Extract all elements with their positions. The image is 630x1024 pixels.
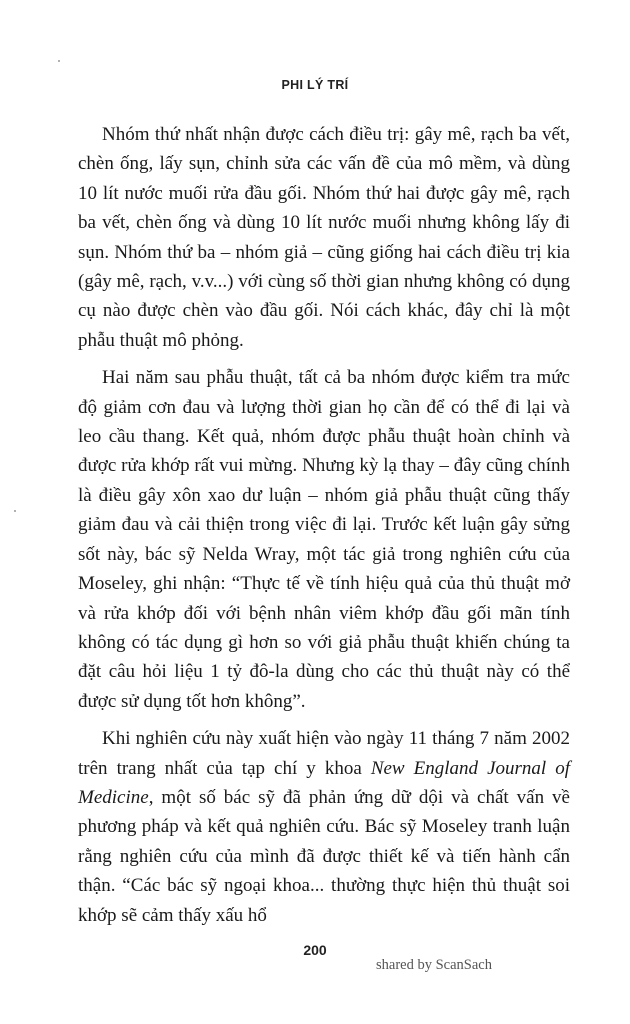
paragraph-3-part-a: Khi nghiên cứu này xuất hiện vào ngày 11 tháng 7 năm 2002 trên trang nhất của tạp chí y khoa bbox=[78, 728, 570, 779]
paragraph-3 bbox=[78, 724, 570, 930]
watermark: shared by ScanSach bbox=[376, 957, 492, 973]
page-number: 200 bbox=[303, 942, 327, 958]
paragraph-1: Nhóm thứ nhất nhận được cách điều trị: gây mê, rạch ba vết, chèn ống, lấy sụn, chỉnh sửa các vấn đề của mô mềm, và dùng 10 lít nước muối rửa đầu gối. Nhóm thứ hai được gây mê, rạch ba vết, chèn ống và dùng 10 lít nước muối nhưng không lấy đi sụn. Nhóm thứ ba – nhóm giả – cũng giống hai cách điều trị kia (gây mê, rạch, v.v...) với cùng số thời gian nhưng không có dụng cụ nào được chèn vào đầu gối. Nói cách khác, đây chỉ là một phẫu thuật mô phỏng. bbox=[78, 124, 570, 351]
paragraph-2: Hai năm sau phẫu thuật, tất cả ba nhóm được kiểm tra mức độ giảm cơn đau và lượng thời gian họ cần để có thể đi lại và leo cầu thang. Kết quả, nhóm được phẫu thuật hoàn chỉnh và được rửa khớp rất vui mừng. Nhưng kỳ lạ thay – đây cũng chính là điều gây xôn xao dư luận – nhóm giả phẫu thuật cũng thấy giảm đau và cải thiện trong việc đi lại. Trước kết luận gây sửng sốt này, bác sỹ Nelda Wray, một tác giả trong nghiên cứu của Moseley, ghi nhận: “Thực tế về tính hiệu quả của thủ thuật mở và rửa khớp đối với bệnh nhân viêm khớp đầu gối mãn tính không có tác dụng gì hơn so với giả phẫu thuật khiến chúng ta đặt câu hỏi liệu 1 tỷ đô-la dùng cho các thủ thuật này có thể được sử dụng tốt hơn không”. bbox=[78, 367, 570, 712]
journal-title: New England Journal of Medicine bbox=[78, 757, 570, 808]
running-header: PHI LÝ TRÍ bbox=[281, 78, 349, 92]
paragraph-3-part-b: , một số bác sỹ đã phản ứng dữ dội và chất vấn về phương pháp và kết quả nghiên cứu. Bác sỹ Moseley tranh luận rằng nghiên cứu của mình đã được thiết kế và tiến hành cẩn thận. “Các bác sỹ ngoại khoa... thường thực hiện thủ thuật soi khớp sẽ cảm thấy xấu hổ bbox=[78, 786, 570, 926]
scan-speck bbox=[58, 60, 60, 62]
body-text bbox=[78, 120, 570, 938]
scan-speck bbox=[14, 510, 16, 512]
